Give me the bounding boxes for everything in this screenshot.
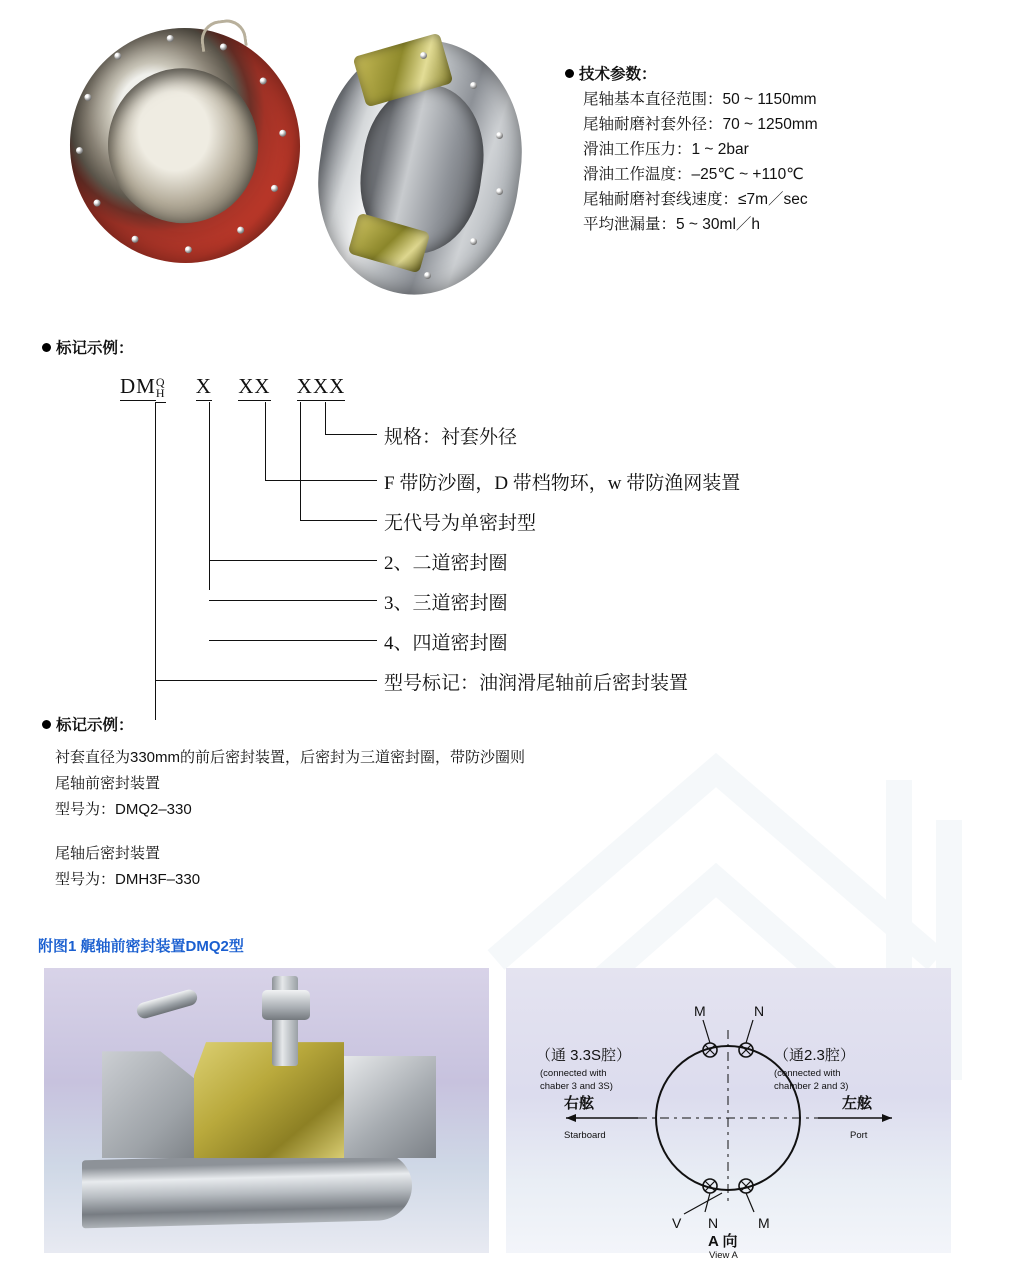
label-left-en1: (connected with	[540, 1068, 607, 1079]
example-line: 衬套直径为330mm的前后密封装置，后密封为三道密封圈，带防沙圈则	[55, 749, 526, 766]
example-section-title: 标记示例：	[42, 713, 134, 735]
example-line: 型号为：DMQ2–330	[55, 801, 192, 818]
example-line: 型号为：DMH3F–330	[55, 871, 201, 888]
label-right-en1: (connected with	[774, 1068, 841, 1079]
list-item: 滑油工作温度：–25℃ ~ +110℃	[583, 166, 804, 183]
red-flange-bore	[125, 87, 246, 210]
legend-item-3: 2、二道密封圈	[384, 553, 508, 574]
figure-view-a-drawing	[506, 968, 951, 1261]
label-right-en2: chamber 2 and 3)	[774, 1081, 849, 1092]
list-item: 滑油工作压力：1 ~ 2bar	[583, 141, 749, 158]
list-item: 尾轴耐磨衬套外径：70 ~ 1250mm	[583, 116, 818, 133]
technical-specs	[565, 62, 975, 237]
label-port-cn: 左舷	[842, 1095, 873, 1112]
label-port-en: Port	[850, 1130, 868, 1141]
code-field-3: XXX	[297, 374, 346, 401]
label-top-right-letter: N	[754, 1003, 765, 1019]
bullet-dot-icon	[42, 343, 51, 352]
code-field-2: XX	[238, 374, 270, 401]
bullet-dot-icon	[565, 69, 574, 78]
label-top-left-letter: M	[694, 1003, 706, 1019]
label-bottom-mid-letter: N	[708, 1215, 719, 1231]
red-flange-housing	[58, 17, 311, 275]
bullet-dot-icon	[42, 720, 51, 729]
label-view-cn: A 向	[708, 1233, 738, 1250]
example-line: 尾轴前密封装置	[55, 775, 161, 792]
shaft-illustration	[82, 1152, 412, 1229]
bolt-head	[262, 990, 310, 1020]
brass-seal-block	[194, 1020, 344, 1158]
legend-item-2: 无代号为单密封型	[384, 513, 537, 534]
label-right-cn: （通2.3腔）	[774, 1047, 855, 1064]
code-base: DM	[120, 374, 156, 401]
view-a-svg	[506, 968, 951, 1261]
label-left-cn: （通 3.3S腔）	[536, 1047, 632, 1064]
label-view-en: View A	[709, 1250, 738, 1261]
example-line: 尾轴后密封装置	[55, 845, 161, 862]
legend-item-0: 规格：衬套外径	[384, 427, 518, 448]
specs-heading: 技术参数：	[565, 62, 975, 87]
steel-seal-assembly	[300, 22, 535, 312]
code-field-1: X	[196, 374, 212, 401]
list-item: 尾轴基本直径范围：50 ~ 1150mm	[583, 91, 817, 108]
legend-item-5: 4、四道密封圈	[384, 633, 508, 654]
label-bottom-right-letter: M	[758, 1215, 770, 1231]
figure-photo-cross-section	[44, 968, 489, 1253]
product-photo	[60, 12, 540, 312]
label-left-en2: chaber 3 and 3S)	[540, 1081, 613, 1092]
marking-section-title: 标记示例：	[42, 336, 134, 358]
figure-caption: 附图1 艉轴前密封装置DMQ2型	[38, 938, 244, 955]
steel-block	[344, 1056, 436, 1158]
pin-part	[135, 988, 199, 1020]
legend-item-1: F 带防沙圈，D 带档物环，w 带防渔网装置	[384, 473, 741, 494]
list-item: 尾轴耐磨衬套线速度：≤7m／sec	[583, 191, 808, 208]
example-text	[55, 745, 755, 893]
list-item: 平均泄漏量：5 ~ 30ml／h	[583, 216, 761, 233]
example-spacer	[55, 823, 755, 841]
legend-item-6: 型号标记：油润滑尾轴前后密封装置	[384, 673, 689, 694]
label-bottom-left-letter: V	[672, 1215, 682, 1231]
model-code	[120, 374, 345, 399]
legend-item-4: 3、三道密封圈	[384, 593, 508, 614]
model-code-diagram	[0, 360, 996, 710]
code-stack: Q H	[156, 377, 166, 399]
label-starboard-en: Starboard	[564, 1130, 606, 1141]
specs-list	[565, 87, 975, 237]
label-starboard-cn: 右舷	[564, 1095, 595, 1112]
